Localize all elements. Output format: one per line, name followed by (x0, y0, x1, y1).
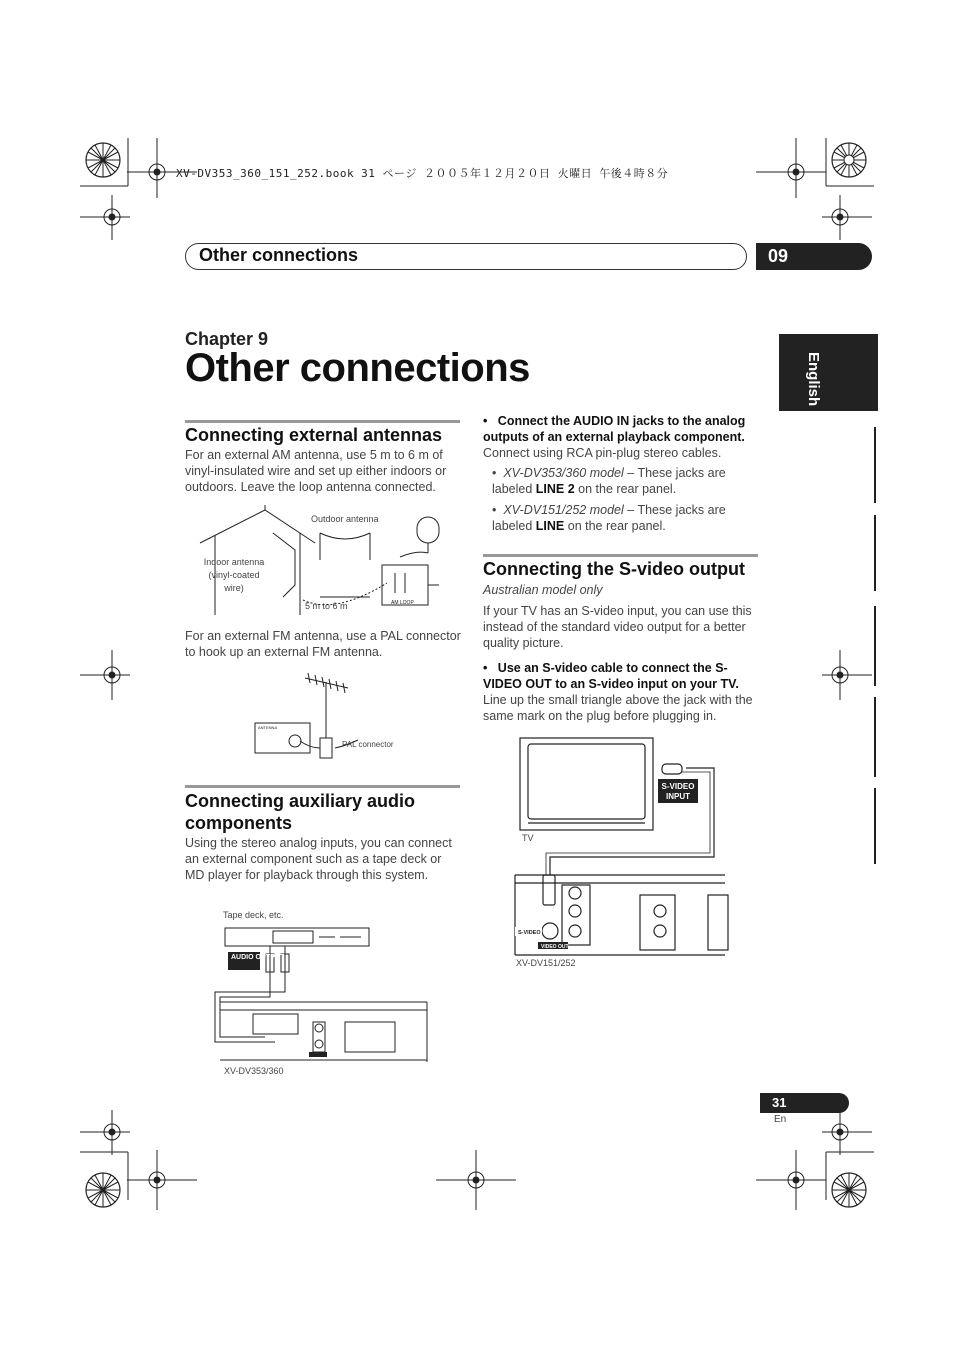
section-rule (185, 420, 460, 423)
antennas-body-fm: For an external FM antenna, use a PAL connector to hook up an external FM antenna. (185, 629, 461, 659)
sidebar-line (874, 788, 876, 864)
svideo-body: If your TV has an S-video input, you can use this instead of the standard video output for a better quality picture. (483, 604, 752, 650)
length-label: 5 m to 6 m (305, 601, 348, 611)
print-header: XV-DV353_360_151_252.book 31 ページ ２００５年１２月２０日 火曜日 午後４時８分 (176, 167, 669, 180)
indoor-antenna-label: Indoor antenna (vinyl-coated wire) (203, 557, 265, 593)
section-heading-auxiliary: Connecting auxiliary audio components (185, 791, 416, 833)
svideo-input-label: S-VIDEO (661, 782, 695, 791)
section-heading-svideo: Connecting the S-video output (483, 559, 745, 579)
language-tab-label: English (805, 352, 822, 407)
sidebar-line (874, 606, 876, 686)
page-number-badge: 31 (760, 1093, 849, 1113)
section-rule (483, 554, 758, 557)
section-heading-antennas: Connecting external antennas (185, 425, 443, 445)
model-label-151: XV-DV151/252 (516, 958, 576, 968)
page-title: Other connections (185, 346, 530, 390)
antenna-label: ANTENNA (258, 725, 278, 730)
am-loop-label: AM LOOP (391, 600, 414, 606)
svideo-diagram (510, 735, 735, 960)
auxiliary-body: Using the stereo analog inputs, you can connect an external component such as a tape deck or MD player for playback through this system. (185, 836, 452, 882)
tv-label: TV (522, 833, 534, 843)
pal-connector-label: PAL connector (342, 740, 394, 749)
header-title: Other connections (199, 245, 359, 265)
tape-deck-label: Tape deck, etc. (223, 910, 284, 920)
svg-text:INPUT: INPUT (666, 792, 690, 801)
antennas-body: For an external AM antenna, use 5 m to 6 m of vinyl-insulated wire and set up either indoors or outdoors. Leave the loop antenna connected. (185, 448, 447, 494)
svideo-jack-label: S-VIDEO (518, 930, 541, 936)
model-label-353: XV-DV353/360 (224, 1066, 284, 1076)
video-out-label: VIDEO OUT (541, 944, 569, 950)
audio-in-bullet-1: • XV-DV353/360 model – These jacks are labeled LINE 2 on the rear panel. (492, 466, 726, 496)
fm-antenna-diagram (250, 668, 410, 768)
sidebar-line (874, 427, 876, 503)
audio-in-instruction: • Connect the AUDIO IN jacks to the analog outputs of an external playback component. (483, 414, 746, 444)
page-language: En (774, 1114, 787, 1125)
chapter-number-badge: 09 (756, 243, 872, 270)
audio-output-label: AUDIO OUTPUT (231, 954, 285, 961)
audio-in-bullet-2: • XV-DV151/252 model – These jacks are labeled LINE on the rear panel. (492, 503, 726, 533)
svideo-instruction: • Use an S-video cable to connect the S-VIDEO OUT to an S-video input on your TV. (483, 661, 739, 691)
section-rule (185, 785, 460, 788)
svideo-body2: Line up the small triangle above the jack with the same mark on the plug before plugging in. (483, 693, 753, 723)
sidebar-line (874, 697, 876, 777)
chapter-label: Chapter 9 (185, 329, 269, 349)
auxiliary-diagram (185, 922, 435, 1067)
outdoor-antenna-label: Outdoor antenna (311, 514, 379, 524)
audio-in-body: Connect using RCA pin-plug stereo cables. (483, 446, 722, 460)
sidebar-line (874, 515, 876, 591)
svideo-subtitle: Australian model only (483, 583, 603, 597)
